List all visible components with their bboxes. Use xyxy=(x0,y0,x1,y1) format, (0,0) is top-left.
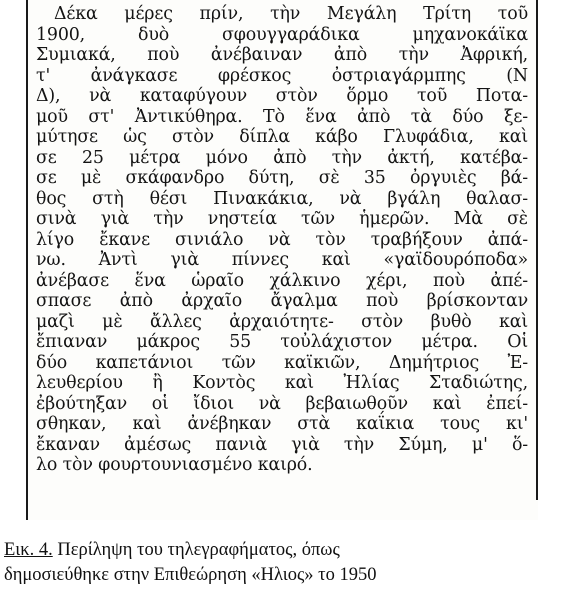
article-line: μαζὶ μὲ ἄλλες ἀρχαιότητε- στὸν βυθὸ καὶ xyxy=(36,311,528,332)
article-text xyxy=(36,4,528,476)
caption-line-1 xyxy=(4,538,564,563)
article-line: τ' ἀνάγκασε φρέσκος ὀστριαγάρμπης (Ν xyxy=(36,65,528,86)
caption-text: Περίληψη του τηλεγραφήματος, όπως xyxy=(52,540,340,560)
article-line: σινὰ γιὰ τὴν νηστεία τῶν ἡμερῶν. Μὰ σὲ xyxy=(36,209,528,229)
article-line: σε μὲ σκάφανδρο δύτη, σὲ 35 ὀργυιὲς βά- xyxy=(36,168,528,188)
newspaper-clipping xyxy=(26,0,538,520)
article-line: σπασε ἀπὸ ἀρχαῖο ἄγαλμα ποὺ βρίσκονταν xyxy=(36,291,528,311)
article-line: λο τὸν φουρτουνιασμένο καιρό. xyxy=(36,455,313,475)
article-line: νω. Ἀντὶ γιὰ πίννες καὶ «γαϊδουρόποδα» xyxy=(36,250,528,270)
column-rule-right xyxy=(536,0,538,500)
article-line: ἀνέβασε ἕνα ὡραῖο χάλκινο χέρι, ποὺ ἀπέ- xyxy=(36,270,528,291)
article-line: μοῦ στ' Ἀντικύθηρα. Τὸ ἕνα ἀπὸ τὰ δύο ξε- xyxy=(36,106,528,127)
article-line: θος στὴ θέσι Πινακάκια, νὰ βγάλη θαλασ- xyxy=(36,188,528,209)
caption-line-2: δημοσιεύθηκε στην Επιθεώρηση «Ηλιος» το 1950 xyxy=(4,565,377,585)
article-line: ἔκαναν ἀμέσως πανιὰ γιὰ τὴν Σύμη, μ' ὅ- xyxy=(36,434,528,455)
caption-label: Εικ. 4. xyxy=(4,540,53,560)
article-line: Συμιακά, ποὺ ἀνέβαιναν ἀπὸ τὴν Ἀφρική, xyxy=(36,45,528,65)
column-rule-left xyxy=(26,0,28,520)
article-line: ἔπιαναν μάκρος 55 τοὐλάχιστον μέτρα. Οἱ xyxy=(36,332,528,352)
article-line: λίγο ἔκανε σινιάλο νὰ τὸν τραβήξουν ἀπά- xyxy=(36,229,528,250)
figure-caption xyxy=(4,538,564,588)
article-line: 1900, δυὸ σφουγγαράδικα μηχανοκάϊκα xyxy=(36,24,528,45)
article-line: σε 25 μέτρα μόνο ἀπὸ τὴν ἀκτή, κατέβα- xyxy=(36,147,528,168)
article-line: Δέκα μέρες πρίν, τὴν Μεγάλη Τρίτη τοῦ xyxy=(54,4,528,24)
article-line: δύο καπετάνιοι τῶν καϊκιῶν, Δημήτριος Ἐ- xyxy=(36,352,528,373)
article-line: Δ), νὰ καταφύγουν στὸν ὅρμο τοῦ Ποτα- xyxy=(36,86,528,106)
article-line: μύτησε ὡς στὸν δίπλα κάβο Γλυφάδια, καὶ xyxy=(36,127,528,147)
article-line: λευθερίου ἢ Κοντὸς καὶ Ἠλίας Σταδιώτης, xyxy=(36,373,528,393)
article-line: σθηκαν, καὶ ἀνέβηκαν στὰ καΐκια τους κι' xyxy=(36,414,528,434)
article-line: ἐβούτηξαν οἱ ἴδιοι νὰ βεβαιωθοῦν καὶ ἐπεί- xyxy=(36,393,528,414)
